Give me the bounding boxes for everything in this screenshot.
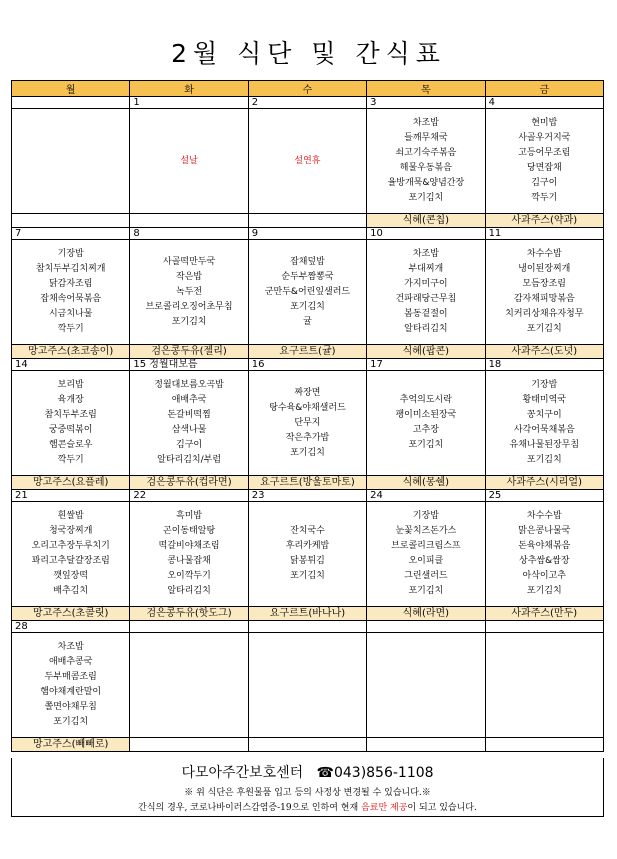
- menu-body: [12, 97, 604, 752]
- snack-cell: 검은콩두유(젤리): [130, 345, 248, 359]
- meal-row: [12, 109, 604, 214]
- snack-cell: 사과주스(도넛): [485, 345, 603, 359]
- meal-item: 깍두기: [57, 324, 84, 334]
- date-cell: 7: [12, 228, 130, 240]
- date-row: [12, 228, 604, 240]
- meal-item: 닭봉튀김: [290, 556, 325, 566]
- meal-cell: [130, 371, 248, 476]
- meal-item: 잡채속어묵볶음: [40, 294, 102, 304]
- meal-item: 쫄면야채무침: [44, 702, 97, 712]
- meal-item: 율방개묵&양념간장: [387, 178, 465, 188]
- meal-item: 유채나물된장무침: [509, 440, 580, 450]
- meal-cell: [130, 502, 248, 607]
- snack-cell: [130, 738, 248, 752]
- meal-item: 사골우거지국: [518, 133, 571, 143]
- meal-item: 군만두&어린잎샐러드: [264, 286, 351, 297]
- snack-cell: 망고주스(요플레): [12, 476, 130, 490]
- snack-cell: [248, 214, 366, 228]
- date-cell: 1: [130, 97, 248, 109]
- snack-cell: [130, 214, 248, 228]
- snack-cell: 망고주스(초콜릿): [12, 607, 130, 621]
- meal-item: 팽이미소된장국: [395, 410, 457, 420]
- meal-item: 봄동겉절이: [404, 309, 448, 319]
- snack-row: [12, 476, 604, 490]
- meal-item: 브로콜리크림스프: [391, 541, 461, 551]
- meal-cell: [130, 633, 248, 738]
- weekday-header: 화: [130, 81, 248, 97]
- snack-cell: 요구르트(바나나): [248, 607, 366, 621]
- snack-cell: 요구르트(방울토마토): [248, 476, 366, 490]
- meal-cell: [130, 109, 248, 214]
- snack-notice-pre: 간식의 경우, 코로나바이러스감염증-19으로 인하여 현재: [138, 803, 362, 813]
- snack-cell: 사과주스(약과): [485, 214, 603, 228]
- date-cell: [12, 97, 130, 109]
- meal-cell: [248, 240, 366, 345]
- meal-item: 기장밥: [57, 249, 84, 259]
- meal-cell: [12, 240, 130, 345]
- meal-item: 짜장면: [294, 387, 321, 398]
- weekday-header: 월: [12, 81, 130, 97]
- meal-item: 황태미역국: [522, 395, 567, 405]
- meal-item: 후리카케밥: [285, 541, 330, 551]
- meal-cell: [485, 502, 603, 607]
- meal-cell: [485, 109, 603, 214]
- change-notice: ※ 위 식단은 후원물품 입고 등의 사정상 변경될 수 있습니다.※: [184, 788, 431, 798]
- snack-cell: [367, 738, 485, 752]
- date-cell: 18: [485, 359, 603, 371]
- meal-item: 시금치나물: [48, 309, 93, 319]
- phone-number: 043)856-1108: [333, 765, 434, 781]
- date-cell: 9: [248, 228, 366, 240]
- meal-item: 브로콜리오징어초무침: [145, 301, 233, 312]
- meal-item: 알타리김치/부럼: [157, 455, 222, 465]
- meal-item: 오리고추장두루치기: [31, 541, 110, 551]
- date-cell: 28: [12, 621, 130, 633]
- center-contact: [12, 762, 603, 782]
- meal-item: 단무지: [294, 417, 321, 428]
- meal-cell: [367, 240, 485, 345]
- meal-item: 돈갈비떡찜: [167, 410, 211, 420]
- meal-cell: [485, 240, 603, 345]
- meal-item: 햄야채계란말이: [40, 687, 102, 697]
- meal-item: 차조밥: [57, 642, 84, 652]
- meal-row: [12, 502, 604, 607]
- meal-item: 배추김치: [53, 586, 89, 596]
- meal-item: 애배추콩국: [48, 657, 93, 667]
- date-row: [12, 97, 604, 109]
- meal-cell: [12, 109, 130, 214]
- meal-item: 들깨무채국: [404, 133, 448, 143]
- meal-item: 차수수밥: [526, 249, 562, 259]
- meal-cell: [12, 502, 130, 607]
- meal-cell: [367, 502, 485, 607]
- meal-item: 모듬장조림: [522, 279, 567, 289]
- snack-row: [12, 214, 604, 228]
- meal-item: 현미밥: [531, 118, 558, 128]
- meal-item: 햄콘슬로우: [48, 440, 93, 450]
- snack-row: [12, 345, 604, 359]
- meal-cell: [248, 109, 366, 214]
- date-cell: 8: [130, 228, 248, 240]
- meal-row: [12, 633, 604, 738]
- snack-cell: 식혜(콘칩): [367, 214, 485, 228]
- snack-notice-highlight: 음료만 제공: [361, 803, 408, 813]
- meal-item: 가지미구이: [404, 279, 448, 289]
- snack-cell: 망고주스(초코송이): [12, 345, 130, 359]
- meal-item: 참치두부조림: [44, 410, 97, 420]
- meal-item: 보리밥: [57, 380, 84, 390]
- meal-item: 김구이: [176, 440, 203, 450]
- snack-row: [12, 738, 604, 752]
- snack-cell: 검은콩두유(컵라면): [130, 476, 248, 490]
- snack-notice-post: 이 되고 있습니다.: [407, 803, 477, 813]
- snack-row: [12, 607, 604, 621]
- meal-item: 알타리김치: [404, 324, 448, 334]
- weekday-header-row: [12, 81, 604, 97]
- meal-item: 오이피클: [408, 556, 444, 566]
- date-cell: 15 정월대보름: [130, 359, 248, 371]
- meal-item: 사각어묵채볶음: [513, 425, 575, 435]
- meal-item: 당면잡채: [526, 163, 562, 173]
- meal-row: [12, 240, 604, 345]
- date-cell: 10: [367, 228, 485, 240]
- weekday-header: 금: [485, 81, 603, 97]
- meal-item: 냉이된장찌개: [518, 264, 571, 274]
- meal-item: 상추쌈&쌈장: [519, 556, 570, 566]
- meal-item: 콩나물잡채: [167, 556, 211, 566]
- phone-icon: ☎: [316, 765, 334, 781]
- meal-item: 작은밥: [176, 271, 203, 282]
- page-title: 2월 식단 및 간식표: [171, 39, 446, 68]
- meal-item: 참치두부김치찌개: [35, 264, 106, 274]
- date-cell: 4: [485, 97, 603, 109]
- meal-cell: [248, 502, 366, 607]
- date-cell: [367, 621, 485, 633]
- holiday-label: 설연휴: [294, 155, 321, 166]
- meal-cell: [367, 633, 485, 738]
- date-cell: 3: [367, 97, 485, 109]
- meal-item: 꽁치구이: [526, 410, 562, 420]
- snack-cell: 요구르트(귤): [248, 345, 366, 359]
- footer: [11, 758, 604, 817]
- meal-row: [12, 371, 604, 476]
- meal-item: 궁중떡볶이: [48, 425, 93, 435]
- meal-item: 두부매콤조림: [44, 672, 97, 682]
- meal-item: 깍두기: [531, 193, 558, 203]
- date-cell: 22: [130, 490, 248, 502]
- snack-notice: [12, 800, 603, 813]
- center-name: 다모아주간보호센터: [181, 765, 304, 781]
- meal-item: 곤이동태알탕: [163, 526, 216, 536]
- snack-cell: 식혜(몽쉘): [367, 476, 485, 490]
- weekday-header: 목: [367, 81, 485, 97]
- meal-item: 포기김치: [290, 571, 325, 581]
- meal-item: 흰쌀밥: [57, 511, 84, 521]
- meal-cell: [367, 371, 485, 476]
- meal-item: 포기김치: [526, 455, 562, 465]
- meal-item: 육개장: [57, 395, 84, 405]
- meal-item: 차조밥: [412, 118, 439, 128]
- meal-item: 포기김치: [171, 316, 207, 327]
- date-cell: 17: [367, 359, 485, 371]
- meal-item: 건파래당근무침: [395, 294, 457, 304]
- meal-cell: [248, 633, 366, 738]
- meal-item: 치커리상채유자청무: [505, 309, 584, 319]
- date-cell: 16: [248, 359, 366, 371]
- meal-item: 눈꽃치즈돈가스: [395, 526, 457, 536]
- meal-item: 포기김치: [290, 301, 325, 312]
- meal-item: 애배추국: [171, 395, 207, 405]
- meal-item: 깻잎장떡: [53, 571, 89, 581]
- snack-cell: [12, 214, 130, 228]
- meal-item: 꽈리고추달걀장조림: [31, 556, 110, 566]
- meal-cell: [12, 633, 130, 738]
- meal-item: 닭감자조림: [48, 279, 93, 289]
- menu-table: [11, 80, 604, 752]
- date-row: [12, 490, 604, 502]
- snack-cell: 식혜(라면): [367, 607, 485, 621]
- meal-item: 차조밥: [412, 249, 439, 259]
- meal-item: 포기김치: [408, 193, 444, 203]
- meal-item: 고등어무조림: [518, 148, 571, 158]
- meal-item: 아삭이고추: [522, 571, 567, 581]
- meal-item: 해물우동볶음: [399, 163, 452, 173]
- meal-item: 포기김치: [526, 586, 562, 596]
- date-cell: [485, 621, 603, 633]
- meal-cell: [130, 240, 248, 345]
- meal-item: 알타리김치: [167, 586, 211, 596]
- meal-item: 맑은콩나물국: [518, 526, 571, 536]
- meal-item: 추억의도시락: [399, 395, 452, 405]
- meal-item: 포기김치: [526, 324, 562, 334]
- meal-item: 오이깍두기: [167, 571, 211, 581]
- date-cell: [130, 621, 248, 633]
- meal-cell: [248, 371, 366, 476]
- meal-item: 삼색나물: [171, 425, 207, 435]
- date-cell: 11: [485, 228, 603, 240]
- date-cell: 14: [12, 359, 130, 371]
- meal-item: 청국장찌개: [48, 526, 93, 536]
- meal-item: 잡채덮밥: [290, 256, 325, 267]
- meal-item: 떡갈비야채조림: [158, 541, 220, 551]
- date-cell: 24: [367, 490, 485, 502]
- meal-item: 녹두전: [176, 286, 203, 297]
- meal-cell: [485, 633, 603, 738]
- meal-cell: [485, 371, 603, 476]
- meal-item: 작은추가밥: [285, 432, 330, 443]
- date-cell: [248, 621, 366, 633]
- holiday-label: 설날: [180, 155, 198, 166]
- meal-item: 돈육야채볶음: [518, 541, 571, 551]
- meal-item: 사골떡만두국: [163, 256, 216, 267]
- meal-item: 기장밥: [531, 380, 558, 390]
- weekday-header: 수: [248, 81, 366, 97]
- meal-item: 포기김치: [408, 586, 444, 596]
- snack-cell: 검은콩두유(핫도그): [130, 607, 248, 621]
- date-cell: 25: [485, 490, 603, 502]
- date-cell: 21: [12, 490, 130, 502]
- meal-item: 깍두기: [57, 455, 84, 465]
- date-cell: 2: [248, 97, 366, 109]
- meal-item: 포기김치: [408, 440, 444, 450]
- meal-item: 부대찌개: [408, 264, 444, 274]
- meal-item: 귤: [303, 316, 312, 327]
- snack-cell: 식혜(팝콘): [367, 345, 485, 359]
- snack-cell: 사과주스(시리얼): [485, 476, 603, 490]
- meal-item: 차수수밥: [526, 511, 562, 521]
- snack-cell: 망고주스(빼빼로): [12, 738, 130, 752]
- meal-item: 포기김치: [53, 717, 89, 727]
- meal-cell: [367, 109, 485, 214]
- meal-item: 정월대보름오곡밥: [154, 380, 224, 390]
- meal-item: 포기김치: [290, 447, 325, 458]
- snack-cell: [485, 738, 603, 752]
- meal-cell: [12, 371, 130, 476]
- snack-cell: 사과주스(만두): [485, 607, 603, 621]
- meal-item: 탕수육&야채샐러드: [269, 402, 346, 413]
- date-row: [12, 621, 604, 633]
- date-cell: 23: [248, 490, 366, 502]
- meal-item: 그린샐러드: [404, 571, 448, 581]
- meal-item: 감자채피망볶음: [513, 294, 575, 304]
- meal-item: 흑미밥: [176, 511, 203, 521]
- meal-item: 잔치국수: [290, 526, 325, 536]
- meal-item: 순두부짬뽕국: [281, 271, 334, 282]
- meal-item: 기장밥: [412, 511, 439, 521]
- meal-item: 쇠고기숙주볶음: [395, 148, 457, 158]
- meal-item: 고추장: [412, 425, 439, 435]
- date-row: [12, 359, 604, 371]
- snack-cell: [248, 738, 366, 752]
- meal-item: 김구이: [531, 178, 558, 188]
